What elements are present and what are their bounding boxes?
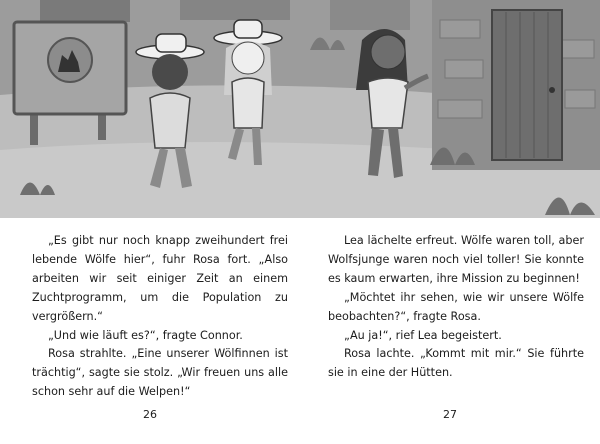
paragraph: Lea lächelte erfreut. Wölfe waren toll, aber Wolfsjunge waren noch viel toller! Sie konnte es kaum erwarten, ihre Mission zu beginnen! xyxy=(328,234,584,285)
page-number-left: 26 xyxy=(143,408,157,421)
paragraph: „Möchtet ihr sehen, wie wir unsere Wölfe beobachten?“, fragte Rosa. xyxy=(328,290,584,323)
book-illustration xyxy=(0,0,600,218)
wooden-door xyxy=(492,10,562,160)
paragraph: „Und wie läuft es?“, fragte Connor. xyxy=(48,328,243,342)
paragraph: „Es gibt nur noch knapp zweihundert frei lebende Wölfe hier“, fuhr Rosa fort. „Also arbeiten wir seit einiger Zeit an einem Zuchtprogramm, um die Population zu vergrößern.“ xyxy=(32,234,288,323)
right-page-text xyxy=(328,232,584,383)
left-page-text xyxy=(32,232,288,402)
paragraph: Rosa lachte. „Kommt mit mir.“ Sie führte sie in eine der Hütten. xyxy=(328,347,584,380)
paragraph: „Au ja!“, rief Lea begeistert. xyxy=(344,328,502,342)
page-number-right: 27 xyxy=(443,408,457,421)
paragraph: Rosa strahlte. „Eine unserer Wölfinnen ist trächtig“, sagte sie stolz. „Wir freuen uns alle schon sehr auf die Welpen!“ xyxy=(32,347,288,399)
